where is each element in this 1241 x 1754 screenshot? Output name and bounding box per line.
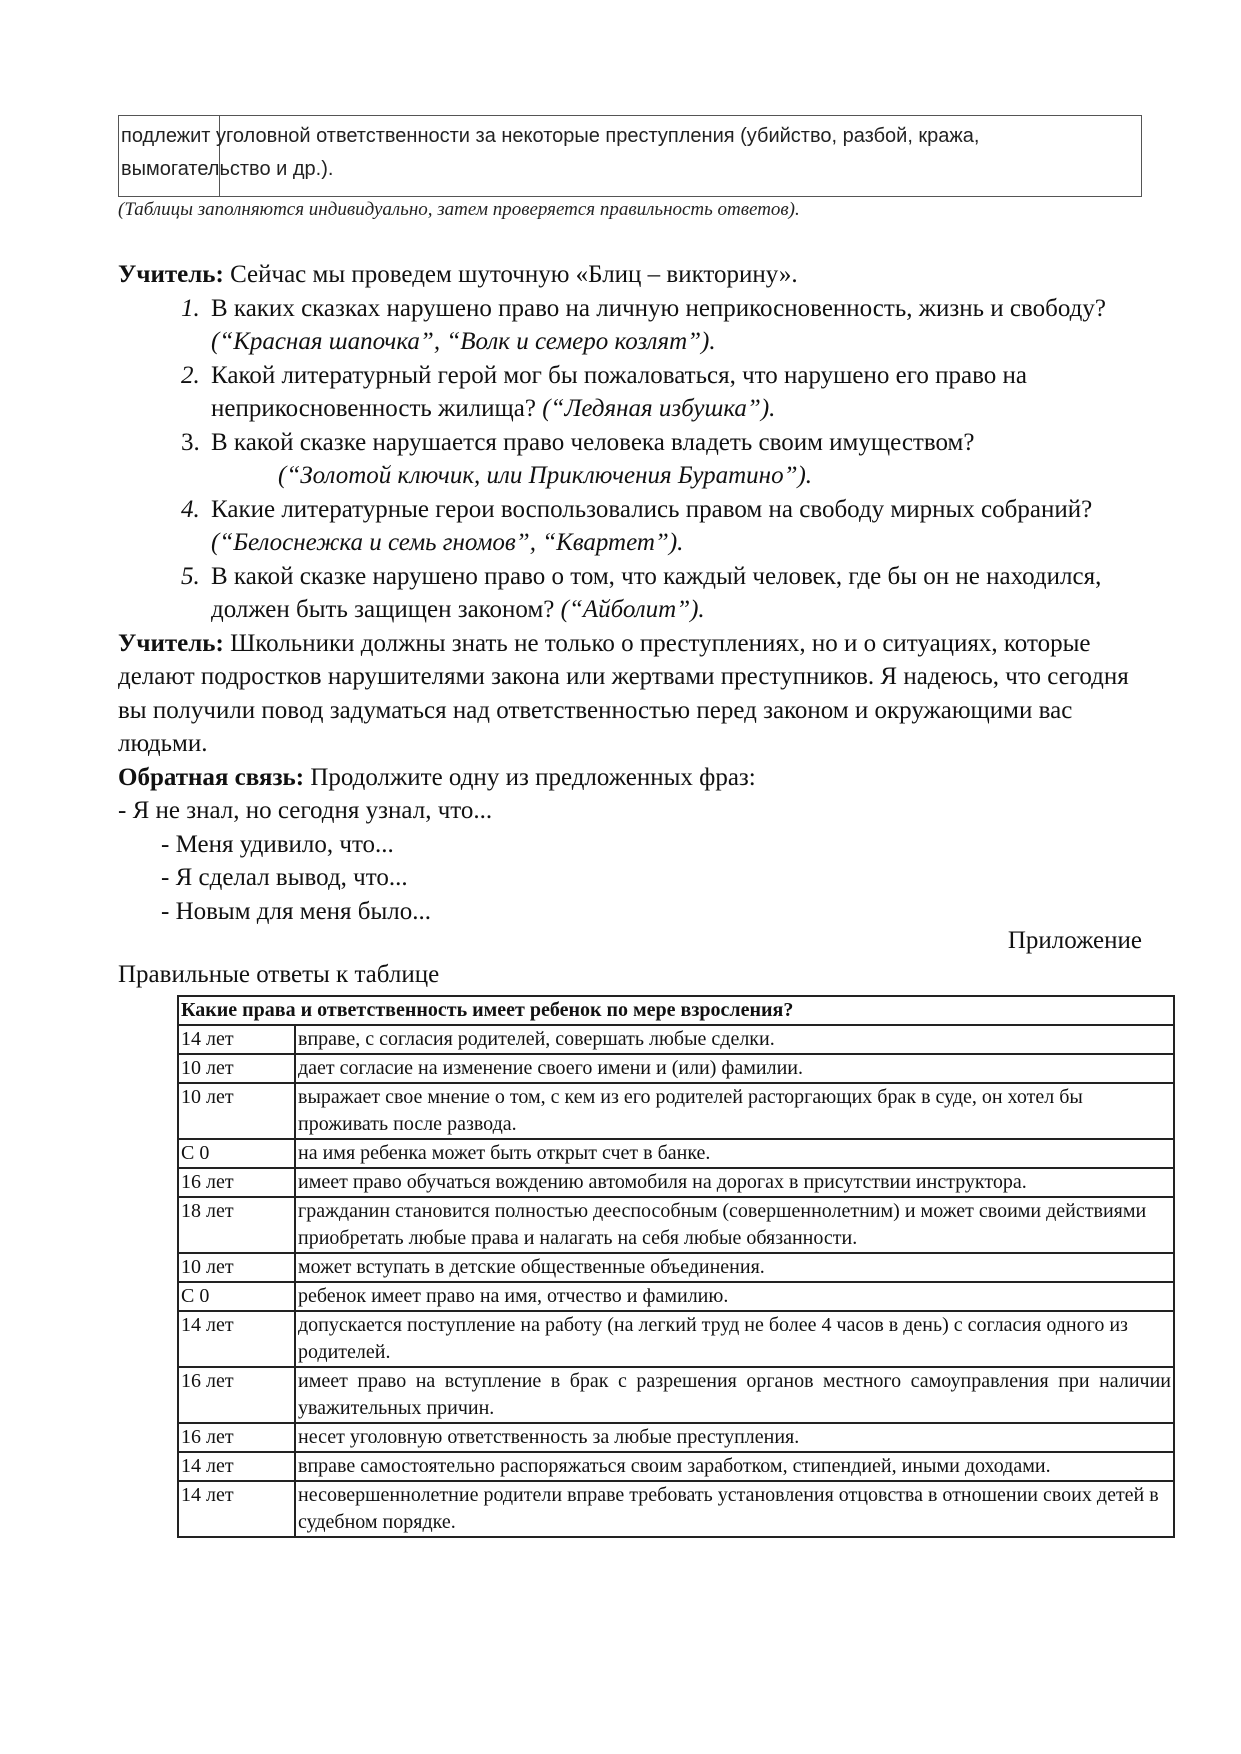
quiz-item xyxy=(118,493,1148,560)
table-row xyxy=(178,1139,1174,1168)
age-cell: 14 лет xyxy=(178,1311,295,1367)
table-row xyxy=(178,1452,1174,1481)
right-description-cell: вправе самостоятельно распоряжаться своим заработком, стипендией, иными доходами. xyxy=(295,1452,1174,1481)
right-description-cell: дает согласие на изменение своего имени и (или) фамилии. xyxy=(295,1054,1174,1083)
table-row xyxy=(178,1025,1174,1054)
age-cell: 10 лет xyxy=(178,1253,295,1282)
table-header-row xyxy=(178,996,1174,1025)
quiz-item xyxy=(118,359,1148,426)
quiz-number: 5. xyxy=(181,562,200,590)
right-description-cell: допускается поступление на работу (на легкий труд не более 4 часов в день) с согласия одного из родителей. xyxy=(295,1311,1174,1367)
table-row xyxy=(178,1083,1174,1139)
table-instruction-note: (Таблицы заполняются индивидуально, затем проверяется правильность ответов). xyxy=(118,199,800,220)
right-description-cell: гражданин становится полностью дееспособным (совершеннолетним) и может своими действиями приобретать любые права и налагать на себя любые обязанности. xyxy=(295,1197,1174,1253)
feedback-paragraph xyxy=(118,761,1148,795)
quiz-item xyxy=(118,560,1148,627)
quiz-item xyxy=(118,292,1148,359)
age-cell: 14 лет xyxy=(178,1481,295,1537)
quiz-number: 1. xyxy=(181,294,200,322)
age-cell: 16 лет xyxy=(178,1423,295,1452)
age-cell: 14 лет xyxy=(178,1452,295,1481)
table-row xyxy=(178,1282,1174,1311)
feedback-text: Продолжите одну из предложенных фраз: xyxy=(304,763,756,791)
table-body xyxy=(178,1025,1174,1537)
teacher-intro-paragraph xyxy=(118,258,1148,292)
right-description-cell: выражает свое мнение о том, с кем из его родителей расторгающих брак в суде, он хотел бы проживать после развода. xyxy=(295,1083,1174,1139)
right-description-cell: имеет право обучаться вождению автомобиля на дорогах в присутствии инструктора. xyxy=(295,1168,1174,1197)
feedback-phrase: - Я сделал вывод, что... xyxy=(161,864,408,891)
age-cell: 16 лет xyxy=(178,1367,295,1423)
quiz-question: Какой литературный герой мог бы пожаловаться, что нарушено его право на неприкосновенность жилища? xyxy=(211,361,1027,422)
quiz-number: 2. xyxy=(181,361,200,389)
right-description-cell: несет уголовную ответственность за любые преступления. xyxy=(295,1423,1174,1452)
previous-table-fragment xyxy=(118,115,1142,197)
quiz-list xyxy=(118,292,1148,627)
age-cell: 16 лет xyxy=(178,1168,295,1197)
table-row xyxy=(178,1481,1174,1537)
age-cell: 14 лет xyxy=(178,1025,295,1054)
table-row xyxy=(178,1367,1174,1423)
table-header: Какие права и ответственность имеет ребенок по мере взросления? xyxy=(178,996,1174,1025)
teacher-conclusion-paragraph xyxy=(118,627,1148,761)
table-fragment-line-2: вымогательство и др.). xyxy=(121,158,334,180)
table-row xyxy=(178,1253,1174,1282)
right-description-cell: несовершеннолетние родители вправе требовать установления отцовства в отношении своих детей в судебном порядке. xyxy=(295,1481,1174,1537)
table-fragment-text xyxy=(121,120,1131,186)
quiz-question: Какие литературные герои воспользовались правом на свободу мирных собраний? xyxy=(211,495,1093,523)
age-cell: С 0 xyxy=(178,1282,295,1311)
feedback-phrase: - Я не знал, но сегодня узнал, что... xyxy=(118,797,493,824)
table-row xyxy=(178,1423,1174,1452)
age-cell: 18 лет xyxy=(178,1197,295,1253)
teacher-intro-text: Сейчас мы проведем шуточную «Блиц – викторину». xyxy=(223,261,798,288)
answers-table xyxy=(177,995,1175,1538)
feedback-phrase: - Меня удивило, что... xyxy=(161,830,394,858)
table-title: Правильные ответы к таблице xyxy=(118,961,440,988)
quiz-answer: (“Золотой ключик, или Приключения Буратино”). xyxy=(278,462,813,489)
main-text xyxy=(118,258,1148,928)
feedback-phrase: - Новым для меня было... xyxy=(161,897,432,925)
age-cell: 10 лет xyxy=(178,1054,295,1083)
right-description-cell: на имя ребенка может быть открыт счет в банке. xyxy=(295,1139,1174,1168)
age-cell: 10 лет xyxy=(178,1083,295,1139)
quiz-number: 4. xyxy=(181,495,200,523)
table-row xyxy=(178,1054,1174,1083)
quiz-answer: (“Айболит”). xyxy=(560,596,705,623)
feedback-label: Обратная связь: xyxy=(118,763,305,791)
right-description-cell: ребенок имеет право на имя, отчество и фамилию. xyxy=(295,1282,1174,1311)
quiz-answer: (“Красная шапочка”, “Волк и семеро козлят”). xyxy=(211,328,716,355)
table-row xyxy=(178,1168,1174,1197)
quiz-question: В какой сказке нарушается право человека владеть своим имуществом? xyxy=(211,428,975,456)
teacher-label: Учитель: xyxy=(118,261,224,288)
appendix-heading: Приложение xyxy=(1007,927,1142,954)
quiz-answer: (“Белоснежка и семь гномов”, “Квартет”). xyxy=(211,529,684,556)
table-row xyxy=(178,1197,1174,1253)
quiz-number: 3. xyxy=(181,428,200,456)
age-cell: С 0 xyxy=(178,1139,295,1168)
quiz-answer: (“Ледяная избушка”). xyxy=(542,395,776,422)
quiz-item xyxy=(118,426,1148,493)
table-fragment-line-1: подлежит уголовной ответственности за некоторые преступления (убийство, разбой, кража, xyxy=(121,125,980,147)
quiz-question: В какой сказке нарушено право о том, что каждый человек, где бы он не находился, должен быть защищен законом? xyxy=(211,562,1102,623)
table-row xyxy=(178,1311,1174,1367)
right-description-cell: вправе, с согласия родителей, совершать любые сделки. xyxy=(295,1025,1174,1054)
right-description-cell: может вступать в детские общественные объединения. xyxy=(295,1253,1174,1282)
teacher-conclusion-text: Школьники должны знать не только о преступлениях, но и о ситуациях, которые делают подростков нарушителями закона или жертвами преступников. Я надеюсь, что сегодня вы получили повод задуматься над ответственностью перед законом и окружающими вас людьми. xyxy=(118,629,1129,757)
right-description-cell: имеет право на вступление в брак с разрешения органов местного самоуправления при наличии уважительных причин. xyxy=(295,1367,1174,1423)
teacher-label: Учитель: xyxy=(118,629,224,657)
quiz-question: В каких сказках нарушено право на личную неприкосновенность, жизнь и свободу? xyxy=(211,294,1106,322)
